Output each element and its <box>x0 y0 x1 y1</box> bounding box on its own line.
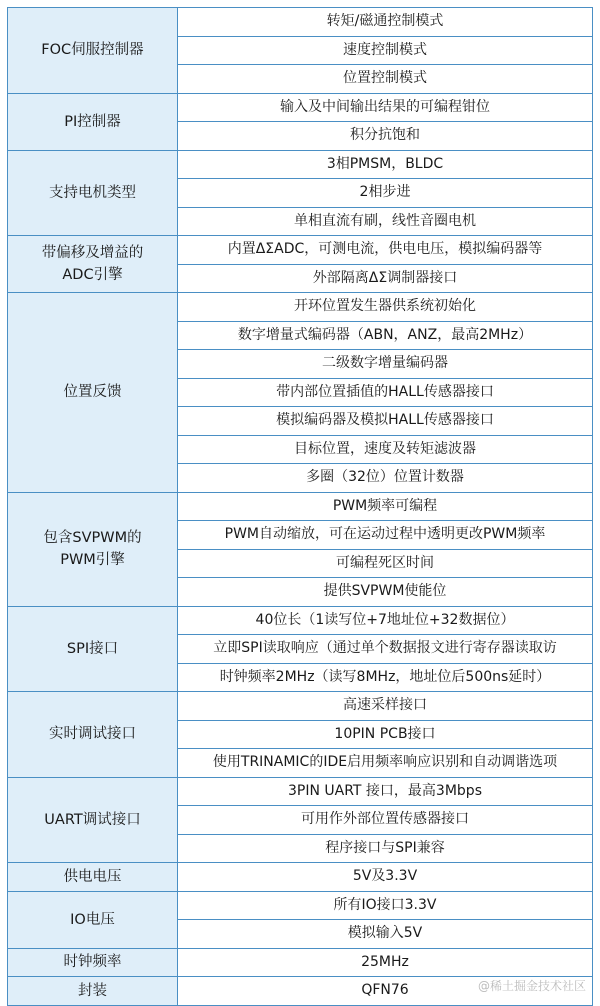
table-row <box>8 606 593 635</box>
table-row <box>8 293 593 322</box>
table-row <box>8 948 593 977</box>
feature-cell: 数字增量式编码器（ABN，ANZ，最高2MHz） <box>178 321 593 350</box>
feature-cell: 3PIN UART 接口，最高3Mbps <box>178 777 593 806</box>
feature-cell: 开环位置发生器供系统初始化 <box>178 293 593 322</box>
feature-cell: 速度控制模式 <box>178 36 593 65</box>
feature-cell: 所有IO接口3.3V <box>178 891 593 920</box>
category-cell: 支持电机类型 <box>8 150 178 236</box>
feature-cell: 25MHz <box>178 948 593 977</box>
category-cell: 时钟频率 <box>8 948 178 977</box>
table-row <box>8 692 593 721</box>
feature-cell: 转矩/磁通控制模式 <box>178 8 593 37</box>
feature-cell: 程序接口与SPI兼容 <box>178 834 593 863</box>
feature-cell: 外部隔离ΔΣ调制器接口 <box>178 264 593 293</box>
feature-cell: 输入及中间输出结果的可编程钳位 <box>178 93 593 122</box>
feature-cell: PWM自动缩放，可在运动过程中透明更改PWM频率 <box>178 521 593 550</box>
category-cell: 位置反馈 <box>8 293 178 493</box>
category-cell: 实时调试接口 <box>8 692 178 778</box>
feature-cell: PWM频率可编程 <box>178 492 593 521</box>
spec-table <box>7 7 593 1006</box>
feature-cell: 模拟编码器及模拟HALL传感器接口 <box>178 407 593 436</box>
feature-cell: 提供SVPWM使能位 <box>178 578 593 607</box>
feature-cell: 多圈（32位）位置计数器 <box>178 464 593 493</box>
feature-cell: 目标位置，速度及转矩滤波器 <box>178 435 593 464</box>
feature-cell: 使用TRINAMIC的IDE启用频率响应识别和自动调谐选项 <box>178 749 593 778</box>
table-row <box>8 93 593 122</box>
feature-cell: 10PIN PCB接口 <box>178 720 593 749</box>
feature-cell: 5V及3.3V <box>178 863 593 892</box>
feature-cell: 2相步进 <box>178 179 593 208</box>
category-cell: 封装 <box>8 977 178 1006</box>
table-row <box>8 492 593 521</box>
table-row <box>8 8 593 37</box>
feature-cell: 时钟频率2MHz（读写8MHz，地址位后500ns延时） <box>178 663 593 692</box>
category-cell: 带偏移及增益的 ADC引擎 <box>8 236 178 293</box>
feature-cell: 3相PMSM，BLDC <box>178 150 593 179</box>
category-cell: FOC伺服控制器 <box>8 8 178 94</box>
feature-cell: 可用作外部位置传感器接口 <box>178 806 593 835</box>
category-cell: UART调试接口 <box>8 777 178 863</box>
feature-cell: 高速采样接口 <box>178 692 593 721</box>
feature-cell: 位置控制模式 <box>178 65 593 94</box>
feature-cell: 模拟输入5V <box>178 920 593 949</box>
category-cell: 包含SVPWM的 PWM引擎 <box>8 492 178 606</box>
feature-cell: 内置ΔΣADC，可测电流，供电电压，模拟编码器等 <box>178 236 593 265</box>
table-row <box>8 891 593 920</box>
table-row <box>8 863 593 892</box>
feature-cell: 带内部位置插值的HALL传感器接口 <box>178 378 593 407</box>
category-cell: SPI接口 <box>8 606 178 692</box>
category-cell: PI控制器 <box>8 93 178 150</box>
table-row <box>8 777 593 806</box>
feature-cell: 二级数字增量编码器 <box>178 350 593 379</box>
watermark: @稀土掘金技术社区 <box>477 979 586 993</box>
feature-cell: 40位长（1读写位+7地址位+32数据位） <box>178 606 593 635</box>
table-row <box>8 236 593 265</box>
feature-cell: QFN76 <box>178 977 593 1006</box>
spec-table-body <box>8 8 593 1006</box>
feature-cell: 单相直流有刷，线性音圈电机 <box>178 207 593 236</box>
feature-cell: 立即SPI读取响应（通过单个数据报文进行寄存器读取访 <box>178 635 593 664</box>
feature-cell: 可编程死区时间 <box>178 549 593 578</box>
table-row <box>8 150 593 179</box>
feature-cell: 积分抗饱和 <box>178 122 593 151</box>
category-cell: 供电电压 <box>8 863 178 892</box>
category-cell: IO电压 <box>8 891 178 948</box>
